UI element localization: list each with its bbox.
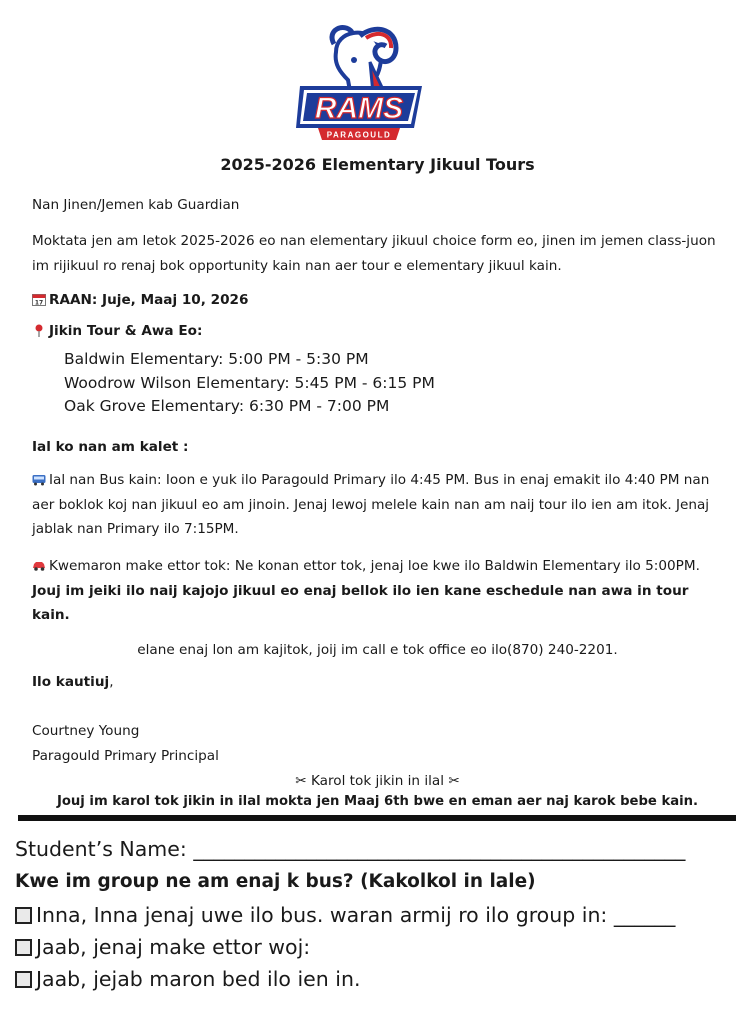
car-option-text: Kwemaron make ettor tok: Ne konan ettor tok, jenaj loe kwe ilo Baldwin Elementary ilo 5:00PM. (49, 558, 700, 574)
option-self-drive[interactable] (15, 932, 310, 962)
car-option (32, 554, 727, 628)
cut-instruction: Jouj im karol tok jikin in ilal mokta jen Maaj 6th bwe en eman aer naj karok bebe kain. (56, 794, 699, 809)
option-not-attending[interactable] (15, 964, 361, 994)
bus-option-text: Ial nan Bus kain: Ioon e yuk ilo Paragould Primary ilo 4:45 PM. Bus in enaj emakit ilo 4:40 PM nan aer boklok koj nan jikuul eo am jinoin. Jenaj lewoj melele kain nan am naij tour ilo ien am itok. Jenaj jablak nan Primary ilo 7:15PM. (32, 472, 710, 537)
divider (18, 815, 736, 821)
option-label: Jaab, jenaj make ettor woj: (36, 935, 311, 959)
options-heading: Ial ko nan am kalet : (32, 439, 189, 455)
rams-logo (296, 22, 426, 144)
bus-icon (32, 473, 46, 486)
signer-title: Paragould Primary Principal (32, 748, 219, 764)
tour-heading-text: Jikin Tour & Awa Eo: (49, 323, 203, 339)
contact-line: elane enaj lon am kajitok, joij im call e tok office eo ilo(870) 240-2201. (137, 642, 618, 658)
page-title: 2025-2026 Elementary Jikuul Tours (220, 155, 535, 174)
tour-item: Oak Grove Elementary: 6:30 PM - 7:00 PM (64, 397, 390, 415)
checkbox[interactable] (15, 971, 32, 988)
option-label: Inna, Inna jenaj uwe ilo bus. waran armij ro ilo group in: ______ (36, 903, 676, 927)
calendar-icon (32, 293, 46, 306)
logo-wordmark: RAMS (314, 92, 404, 125)
car-option-bold: Jouj im jeiki ilo naij kajojo jikuul eo enaj bellok ilo ien kane eschedule nan awa in tour kain. (32, 582, 689, 623)
intro-paragraph: Moktata jen am letok 2025-2026 eo nan elementary jikuul choice form eo, jinen im jemen class-juon im rijikuul ro renaj bok opportunity kain nan aer tour e elementary jikuul kain. (32, 233, 716, 274)
closing-comma: , (109, 674, 114, 690)
bus-option (32, 468, 727, 542)
bus-question: Kwe im group ne am enaj k bus? (Kakolkol in lale) (15, 871, 536, 892)
tour-times-list (64, 348, 435, 419)
logo-subtext: PARAGOULD (326, 130, 392, 140)
pin-icon (32, 324, 46, 337)
checkbox[interactable] (15, 939, 32, 956)
closing-text: Ilo kautiuj (32, 674, 110, 690)
option-yes-bus[interactable] (15, 900, 675, 930)
car-icon (32, 559, 46, 572)
tour-item: Woodrow Wilson Elementary: 5:45 PM - 6:15 PM (64, 373, 435, 392)
signer-name: Courtney Young (32, 723, 140, 739)
closing (32, 670, 727, 695)
greeting: Nan Jinen/Jemen kab Guardian (32, 197, 240, 213)
student-name-field[interactable]: Student’s Name: ________________________________________________ (15, 837, 686, 861)
date-text: RAAN: Juje, Maaj 10, 2026 (49, 292, 249, 308)
tour-heading (32, 319, 727, 344)
date-line (32, 288, 727, 313)
checkbox[interactable] (15, 907, 32, 924)
svg-text:17: 17 (34, 299, 44, 306)
option-label: Jaab, jejab maron bed ilo ien in. (36, 967, 361, 991)
tour-item: Baldwin Elementary: 5:00 PM - 5:30 PM (64, 350, 369, 368)
cut-line: ✂ Karol tok jikin in ilal ✂ (295, 773, 460, 789)
